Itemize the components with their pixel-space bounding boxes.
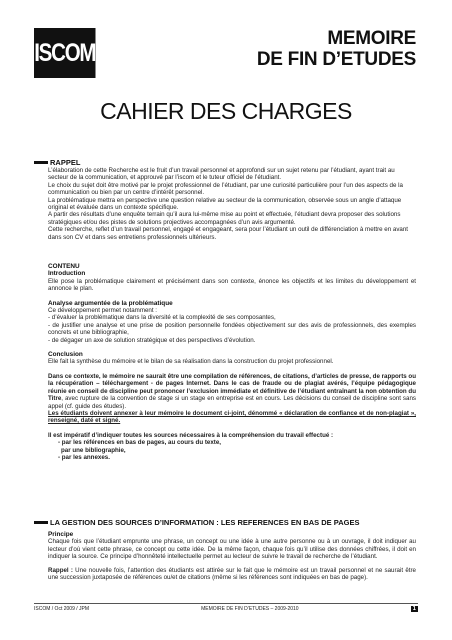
doc-type-line-2: DE FIN D’ETUDES [256,49,416,70]
iscom-logo: ISCOM [34,28,96,78]
introduction-text: Elle pose la problématique clairement et précisément dans son contexte, énonce les objectifs et les limites du développement et annonce le plan. [48,277,416,293]
section-bar [34,521,48,524]
gestion-body [48,531,416,581]
rappel-line: La problématique mettra en perspective une question relative au secteur de la communication, observée sous un angle d’attaque original et évaluée dans un contexte spécifique. [48,196,402,212]
conclusion-heading: Conclusion [48,351,83,359]
analyse-item: - de justifier une analyse et une prise de position personnelle fondées objectivement sur des avis de professionnels, des exemples concrets et une bibliographie, [48,321,416,337]
plagiat-bold-text: Dans ce contexte, le mémoire ne saurait être une compilation de références, de citations, d’articles de presse, de rapports ou la récupération – téléchargement - de pages Internet. Dans le cas de fraude ou de plagiat avérés, l’équipe pédagogique réunie en conseil de discipline peut prononcer l’exclusion immédiate et définitive de l’étudiant entraînant la non obtention du Titre [48,372,416,403]
sources-lead: Il est impératif d’indiquer toutes les sources nécessaires à la compréhension du travail effectué : [48,431,334,439]
contenu-label: CONTENU [48,263,80,270]
page-footer [34,606,418,612]
rappel-section-heading [34,158,418,167]
gestion-rappel-text: Une nouvelle fois, l’attention des étudiants est attirée sur le fait que le mémoire est un travail personnel et ne saurait être une succession juxtaposée de références ou/et de citations (même si les références sont indiquées en bas de page). [48,566,416,582]
section-bar [34,161,48,164]
rappel-line: A partir des résultats d’une enquête terrain qu’il aura lui-même mise au point et effectuée, l’étudiant devra proposer des solutions stratégiques et/ou des pistes de solutions projectives accompagnées d’un avis argumenté. [48,211,401,226]
gestion-rappel-label: Rappel : [48,566,73,574]
annexe-instruction: Les étudiants doivent annexer à leur mémoire le document ci-joint, dénommé « déclaration de confiance et de non-plagiat », renseigné, daté et signé. [48,409,416,425]
doc-type-line-1: MEMOIRE [327,28,416,49]
gestion-section-heading [34,518,418,527]
introduction-heading: Introduction [48,270,86,278]
plagiat-paragraph [48,373,416,410]
analyse-item: - d’évaluer la problématique dans la diversité et la complexité de ses composantes, [48,314,276,322]
page-title: CAHIER DES CHARGES [100,98,352,124]
rappel-line: Cette recherche, reflet d’un travail personnel, engagé et engageant, sera pour l’étudiant un outil de différenciation à mettre en avant dans son CV et dans ses entretiens professionnels ultérieurs. [48,226,409,241]
gestion-rappel [48,567,416,582]
analyse-heading: Analyse argumentée de la problématique [48,299,173,307]
analyse-lead: Ce développement permet notamment : [48,307,158,315]
rappel-line: Le choix du sujet doit être motivé par le projet professionnel de l’étudiant, par une curiosité particulière pour l’un des aspects de la communication ou bien par un centre d’intérêt personnel. [48,181,403,197]
rappel-heading-text: RAPPEL [50,158,81,167]
sources-item: par une bibliographie, [61,446,126,454]
gestion-heading-text: LA GESTION DES SOURCES D’INFORMATION : LES REFERENCES EN BAS DE PAGES [50,518,360,527]
sources-item: - par les références en bas de pages, au cours du texte, [58,439,222,447]
principe-heading: Principe [48,531,74,538]
analyse-item: - de dégager un axe de solution stratégique et des perspectives d’évolution. [48,336,256,344]
footer-divider [34,603,418,604]
footer-left: ISCOM / Oct 2009 / JPM [34,606,90,612]
principe-text: Chaque fois que l’étudiant emprunte une phrase, un concept ou une idée à une autre personne ou à un ouvrage, il doit indiquer au lecteur d’où vient cette phrase, ce concept ou cette idée. De la même façon, chaque fois qu’il utilise des données chiffrées, il doit en indiquer la source. Ce principe d’honnêteté intellectuelle permet au lecteur de suivre le travail de recherche de l’étudiant. [48,538,416,561]
contenu-section [48,263,416,461]
conclusion-text: Elle fait la synthèse du mémoire et le bilan de sa réalisation dans la construction du projet professionnel. [48,358,334,366]
document-type-heading [257,28,416,70]
footer-center: MEMOIRE DE FIN D’ETUDES – 2009-2010 [201,606,299,612]
sources-item: - par les annexes. [58,453,110,461]
plagiat-rest-text: , avec rupture de la convention de stage si un stage en entreprise est en cours. Les décisions du conseil de discipline sont sans appel (cf. guide des études). [48,395,416,410]
rappel-line: L’élaboration de cette Recherche est le fruit d’un travail personnel et approfondi sur un sujet retenu par l’étudiant, ayant trait au secteur de la communication, et approuvé par l’iscom et le tuteur officiel de l’étudiant. [48,167,395,182]
rappel-body [48,167,416,241]
page-number: 1 [412,606,416,612]
